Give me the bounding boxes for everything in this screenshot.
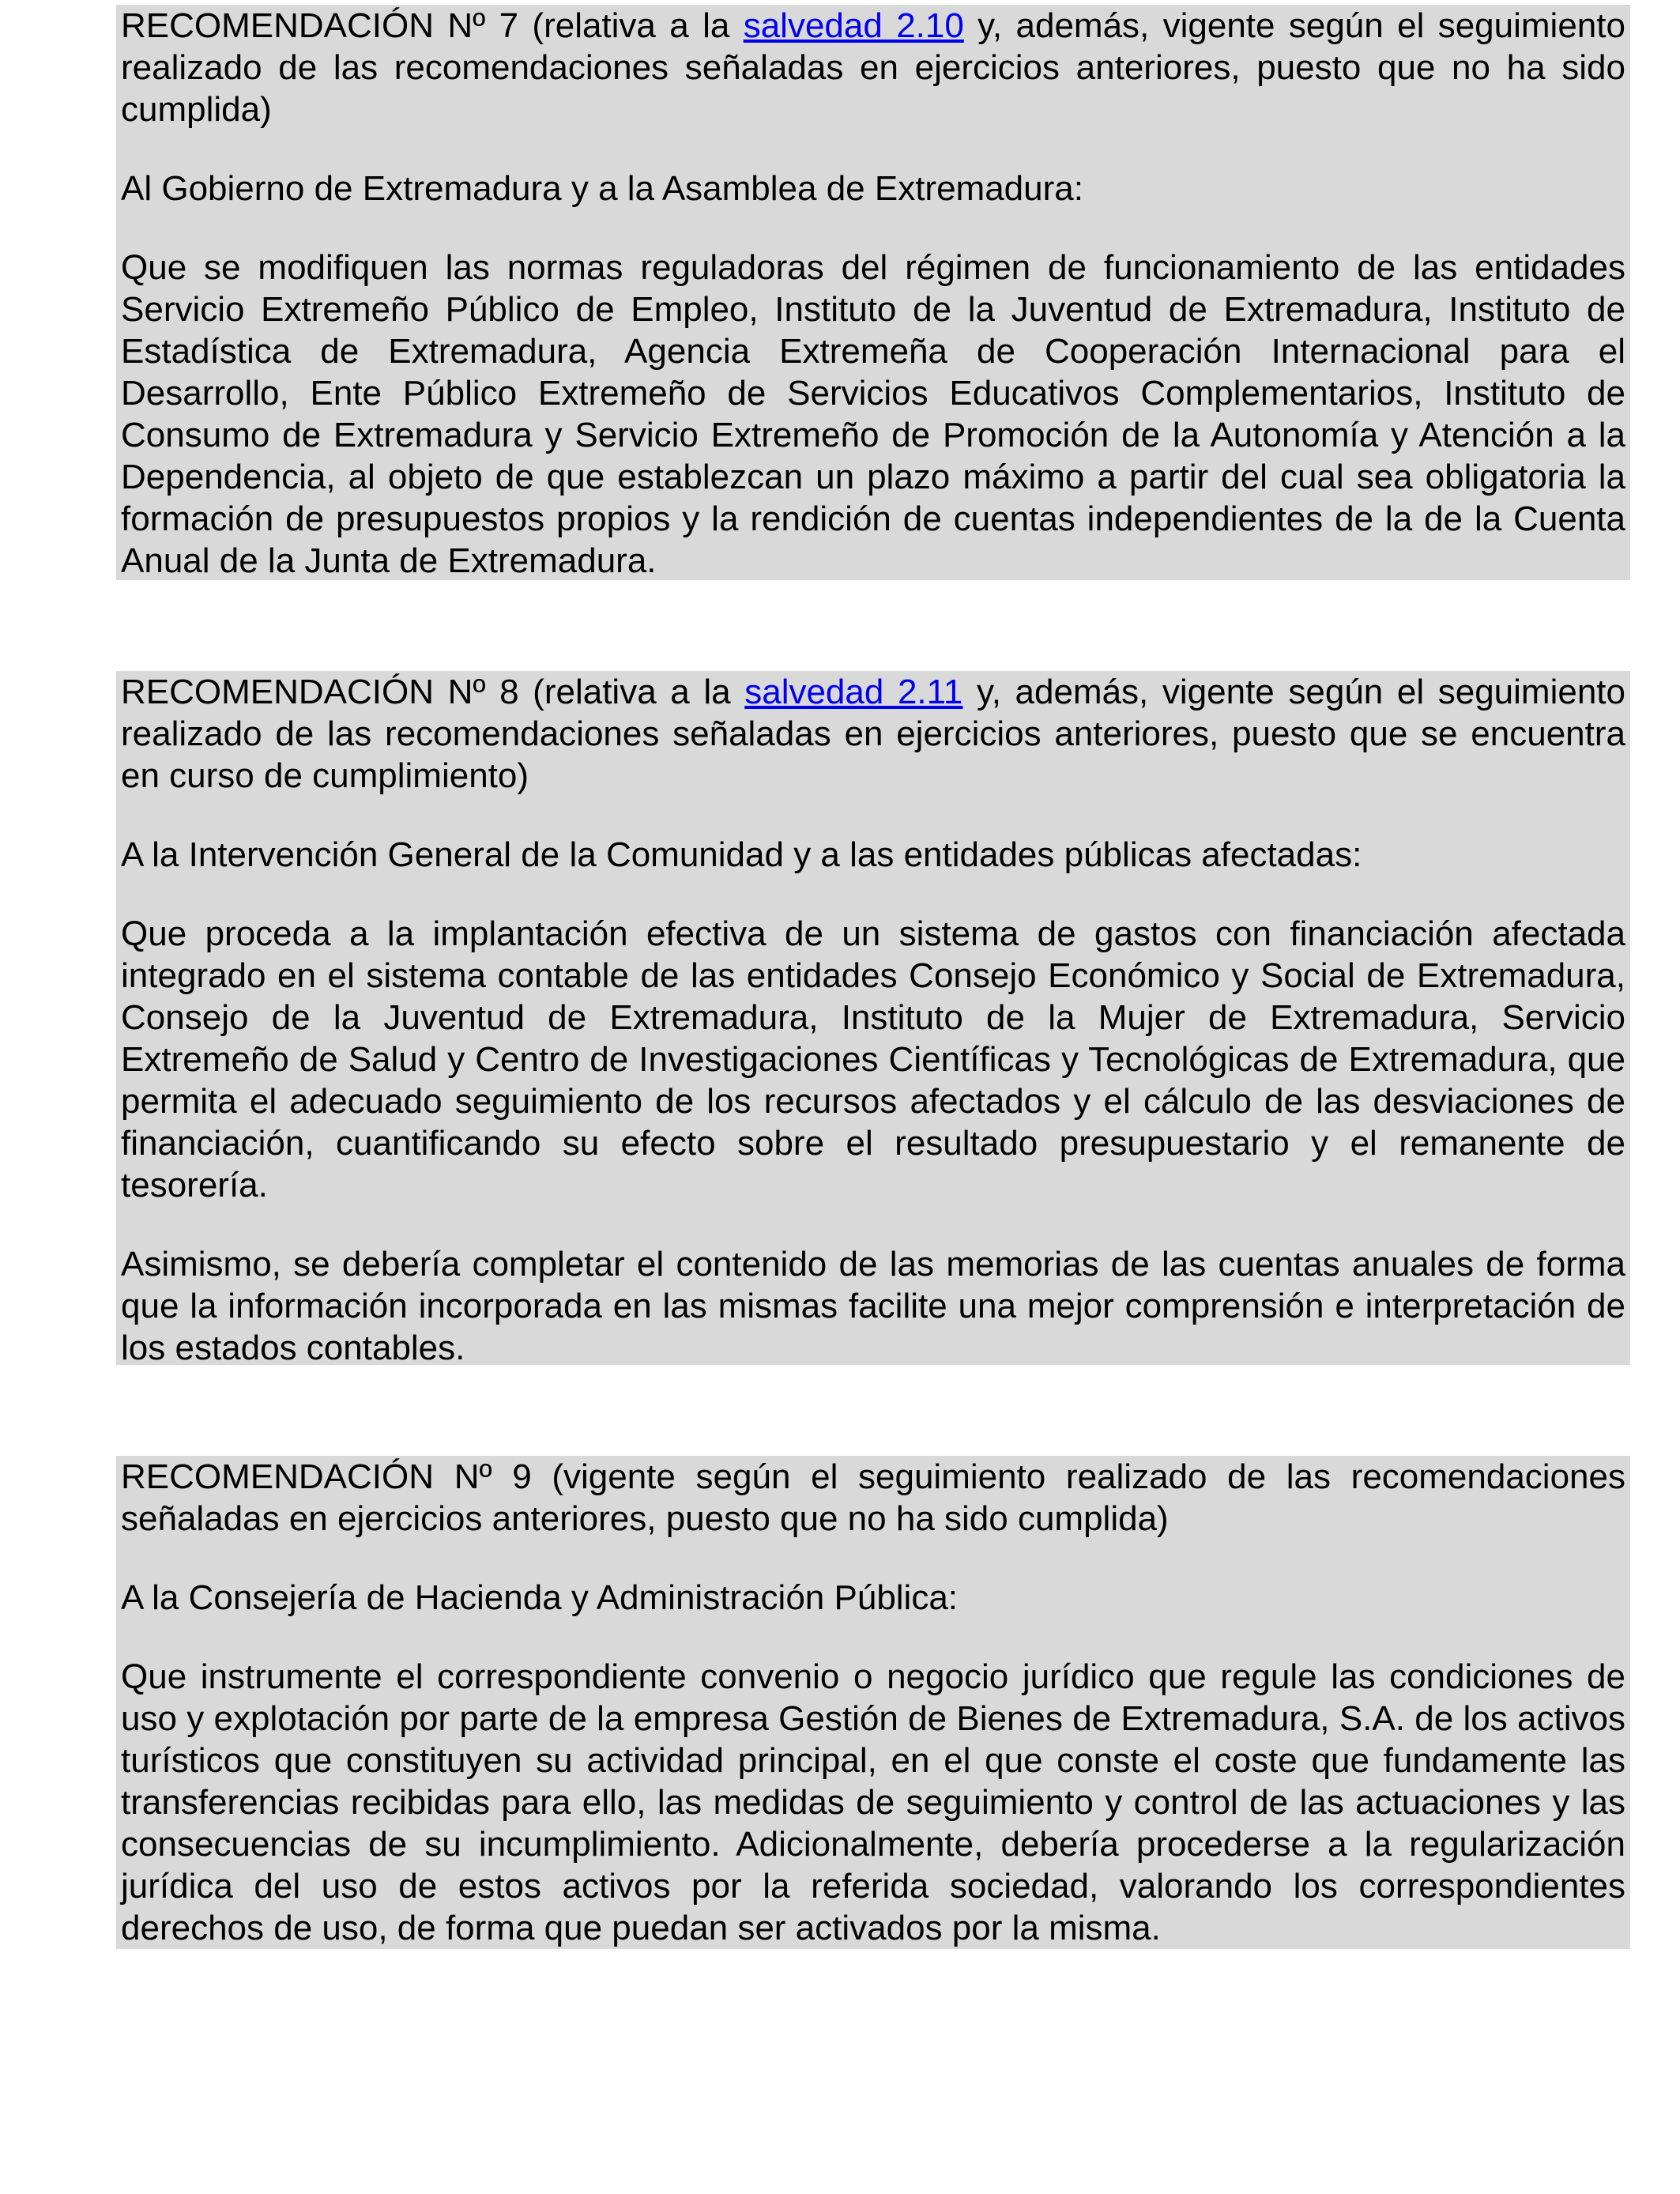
recommendation-8-body: Que proceda a la implantación efectiva de un sistema de gastos con financiación afectada integrado en el sistema contable de las entidades Consejo Económico y Social de Extremadura, Consejo de la Juventud de Extremadura, Instituto de la Mujer de Extremadura, Servicio Extremeño de Salud y Centro de Investigaciones Científicas y Tecnológicas de Extremadura, que permita el adecuado seguimiento de los recursos afectados y el cálculo de las desviaciones de financiación, cuantificando su efecto sobre el resultado presupuestario y el remanente de tesorería. (121, 914, 1625, 1204)
heading-text: y, además, vigente según el seguimiento realizado de las recomendaciones señaladas en ejercicios anteriores, puesto que se encuentra en curso de cumplimiento) (121, 673, 1625, 795)
salvedad-2-11-link[interactable]: salvedad 2.11 (744, 673, 963, 711)
recommendation-8-body-2: Asimismo, se debería completar el contenido de las memorias de las cuentas anuales de forma que la información incorporada en las mismas facilite una mejor comprensión e interpretación de los estados contables. (121, 1245, 1625, 1367)
recommendation-8-block (116, 671, 1630, 1365)
recommendation-9-addressee: A la Consejería de Hacienda y Administración Pública: (121, 1578, 959, 1617)
recommendation-9-block (116, 1456, 1630, 1949)
recommendation-7-body: Que se modifiquen las normas reguladoras del régimen de funcionamiento de las entidades Servicio Extremeño Público de Empleo, Instituto de la Juventud de Extremadura, Instituto de Estadística de Extremadura, Agencia Extremeña de Cooperación Internacional para el Desarrollo, Ente Público Extremeño de Servicios Educativos Complementarios, Instituto de Consumo de Extremadura y Servicio Extremeño de Promoción de la Autonomía y Atención a la Dependencia, al objeto de que establezcan un plazo máximo a partir del cual sea obligatoria la formación de presupuestos propios y la rendición de cuentas independientes de la de la Cuenta Anual de la Junta de Extremadura. (121, 248, 1625, 580)
heading-text: RECOMENDACIÓN Nº 7 (relativa a la (121, 6, 744, 45)
heading-text: y, además, vigente según el seguimiento realizado de las recomendaciones señaladas en ejercicios anteriores, puesto que no ha sido cumplida) (121, 6, 1625, 129)
recommendation-7-block (116, 5, 1630, 580)
recommendation-9-heading: RECOMENDACIÓN Nº 9 (vigente según el seguimiento realizado de las recomendaciones señaladas en ejercicios anteriores, puesto que no ha sido cumplida) (121, 1457, 1625, 1538)
recommendation-9-body: Que instrumente el correspondiente convenio o negocio jurídico que regule las condiciones de uso y explotación por parte de la empresa Gestión de Bienes de Extremadura, S.A. de los activos turísticos que constituyen su actividad principal, en el que conste el coste que fundamente las transferencias recibidas para ello, las medidas de seguimiento y control de las actuaciones y las consecuencias de su incumplimiento. Adicionalmente, debería procederse a la regularización jurídica del uso de estos activos por la referida sociedad, valorando los correspondientes derechos de uso, de forma que puedan ser activados por la misma. (121, 1657, 1625, 1947)
heading-text: RECOMENDACIÓN Nº 8 (relativa a la (121, 673, 745, 711)
salvedad-2-10-link[interactable]: salvedad 2.10 (743, 6, 964, 45)
recommendation-7-addressee: Al Gobierno de Extremadura y a la Asamblea de Extremadura: (121, 169, 1083, 208)
recommendation-8-heading (121, 671, 1625, 797)
recommendation-7-heading (121, 5, 1625, 130)
recommendation-8-addressee: A la Intervención General de la Comunidad y a las entidades públicas afectadas: (121, 835, 1362, 874)
